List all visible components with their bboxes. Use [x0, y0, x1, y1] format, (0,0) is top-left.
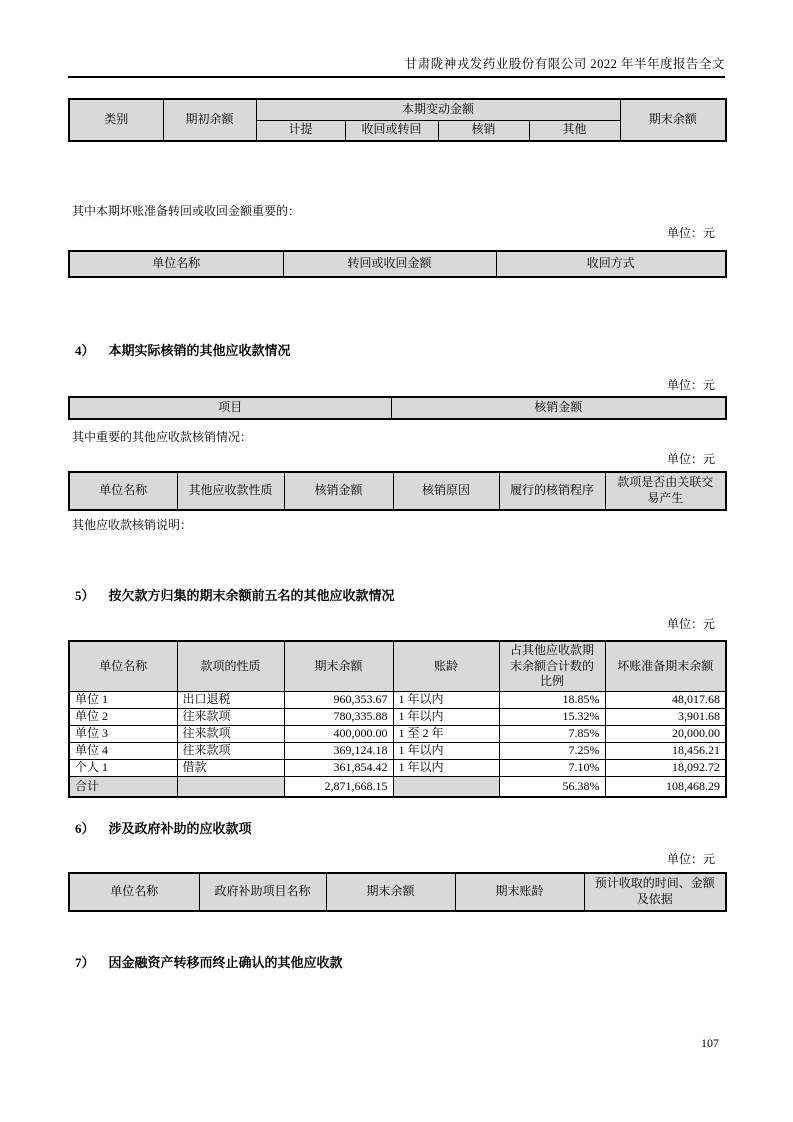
- cell-nature: 往来款项: [177, 742, 284, 759]
- cell-nature: 往来款项: [177, 725, 284, 742]
- section-5-heading: [75, 585, 732, 604]
- unit-label: 单位：元: [666, 452, 715, 466]
- header-cell-change-group: 本期变动金额: [256, 99, 620, 120]
- section-7-number: 7）: [75, 955, 95, 970]
- header-cell-closing-balance: 期末余额: [620, 99, 726, 141]
- cell-bad-debt: 18,092.72: [605, 759, 726, 776]
- header-cell-recovered-amount: 转回或收回金额: [283, 251, 496, 277]
- header-cell-writeoff-procedure: 履行的核销程序: [499, 472, 605, 510]
- header-cell-receivable-nature: 其他应收款性质: [177, 472, 284, 510]
- unit-label: 单位：元: [666, 852, 715, 866]
- cell-nature: 往来款项: [177, 708, 284, 725]
- cell-unit: 单位 2: [69, 708, 177, 725]
- page-number: 107: [701, 1036, 719, 1050]
- cell-unit: 单位 1: [69, 691, 177, 708]
- total-row: [69, 776, 726, 797]
- note-important-writeoff: 其中重要的其他应收款核销情况：: [72, 430, 253, 444]
- note-writeoff-desc: 其他应收款核销说明：: [72, 518, 193, 532]
- cell-total-ratio: 56.38%: [499, 776, 605, 797]
- cell-empty: [177, 776, 284, 797]
- cell-ratio: 15.32%: [499, 708, 605, 725]
- cell-balance: 960,353.67: [284, 691, 393, 708]
- cell-total-bad-debt: 108,468.29: [605, 776, 726, 797]
- cell-unit: 单位 3: [69, 725, 177, 742]
- table-row: [69, 691, 726, 708]
- header-cell-writeoff-amount: 核销金额: [391, 397, 726, 419]
- header-cell-nature: 款项的性质: [177, 641, 284, 691]
- cell-balance: 780,335.88: [284, 708, 393, 725]
- header-cell-writeoff-reason: 核销原因: [393, 472, 499, 510]
- cell-aging: 1 年以内: [393, 759, 499, 776]
- header-rule: [68, 76, 725, 78]
- header-cell-writeoff-amount: 核销金额: [284, 472, 393, 510]
- cell-ratio: 7.85%: [499, 725, 605, 742]
- cell-unit: 个人 1: [69, 759, 177, 776]
- cell-ratio: 7.10%: [499, 759, 605, 776]
- section-5-title: 按欠款方归集的期末余额前五名的其他应收款情况: [108, 588, 395, 603]
- cell-aging: 1 至 2 年: [393, 725, 499, 742]
- header-cell-expected-collection: 预计收取的时间、金额及依据: [584, 873, 726, 911]
- header-cell-unit-name: 单位名称: [69, 873, 199, 911]
- header-cell-closing-balance: 期末余额: [284, 641, 393, 691]
- table-row: [69, 742, 726, 759]
- header-cell-ratio: 占其他应收款期末余额合计数的比例: [499, 641, 605, 691]
- cell-aging: 1 年以内: [393, 708, 499, 725]
- header-cell-subsidy-project: 政府补助项目名称: [199, 873, 326, 911]
- unit-label: 单位：元: [666, 226, 715, 240]
- cell-aging: 1 年以内: [393, 691, 499, 708]
- section-7-heading: [75, 952, 732, 971]
- header-cell-recover: 收回或转回: [345, 120, 438, 141]
- cell-total-label: 合计: [69, 776, 177, 797]
- cell-bad-debt: 3,901.68: [605, 708, 726, 725]
- writeoff-detail-table: [68, 471, 725, 511]
- report-header-title: 甘肃陇神戎发药业股份有限公司 2022 年半年度报告全文: [404, 57, 725, 71]
- provision-change-table: [68, 98, 725, 142]
- section-5-number: 5）: [75, 588, 95, 603]
- cell-bad-debt: 20,000.00: [605, 725, 726, 742]
- cell-nature: 借款: [177, 759, 284, 776]
- cell-balance: 369,124.18: [284, 742, 393, 759]
- writeoff-summary-table: [68, 396, 725, 420]
- header-cell-writeoff: 核销: [438, 120, 529, 141]
- section-4-title: 本期实际核销的其他应收款情况: [108, 343, 291, 358]
- gov-subsidy-table: [68, 872, 725, 912]
- header-cell-unit-name: 单位名称: [69, 641, 177, 691]
- top5-receivables-table: [68, 640, 725, 798]
- cell-balance: 361,854.42: [284, 759, 393, 776]
- section-4-heading: [75, 340, 732, 359]
- cell-unit: 单位 4: [69, 742, 177, 759]
- header-cell-aging: 账龄: [393, 641, 499, 691]
- unit-label: 单位：元: [666, 617, 715, 631]
- section-6-number: 6）: [75, 821, 95, 836]
- cell-bad-debt: 48,017.68: [605, 691, 726, 708]
- cell-ratio: 7.25%: [499, 742, 605, 759]
- cell-bad-debt: 18,456.21: [605, 742, 726, 759]
- cell-total-balance: 2,871,668.15: [284, 776, 393, 797]
- cell-nature: 出口退税: [177, 691, 284, 708]
- cell-ratio: 18.85%: [499, 691, 605, 708]
- table-row: [69, 708, 726, 725]
- header-cell-related-party: 款项是否由关联交易产生: [605, 472, 726, 510]
- header-cell-bad-debt-balance: 坏账准备期末余额: [605, 641, 726, 691]
- section-6-heading: [75, 818, 732, 837]
- header-cell-unit-name: 单位名称: [69, 251, 283, 277]
- unit-label: 单位：元: [666, 378, 715, 392]
- header-cell-closing-aging: 期末账龄: [455, 873, 584, 911]
- header-cell-recovery-method: 收回方式: [496, 251, 726, 277]
- section-6-title: 涉及政府补助的应收款项: [108, 821, 252, 836]
- section-4-number: 4）: [75, 343, 95, 358]
- header-cell-unit-name: 单位名称: [69, 472, 177, 510]
- header-cell-category: 类别: [69, 99, 163, 141]
- section-7-title: 因金融资产转移而终止确认的其他应收款: [108, 955, 343, 970]
- table-row: [69, 759, 726, 776]
- header-cell-accrual: 计提: [256, 120, 345, 141]
- recovery-table: [68, 250, 725, 278]
- note-important-recovery: 其中本期坏账准备转回或收回金额重要的：: [72, 204, 301, 218]
- cell-empty: [393, 776, 499, 797]
- cell-aging: 1 年以内: [393, 742, 499, 759]
- header-cell-other: 其他: [529, 120, 620, 141]
- header-cell-opening-balance: 期初余额: [163, 99, 256, 141]
- table-row: [69, 725, 726, 742]
- header-cell-item: 项目: [69, 397, 391, 419]
- cell-balance: 400,000.00: [284, 725, 393, 742]
- header-cell-closing-balance: 期末余额: [326, 873, 455, 911]
